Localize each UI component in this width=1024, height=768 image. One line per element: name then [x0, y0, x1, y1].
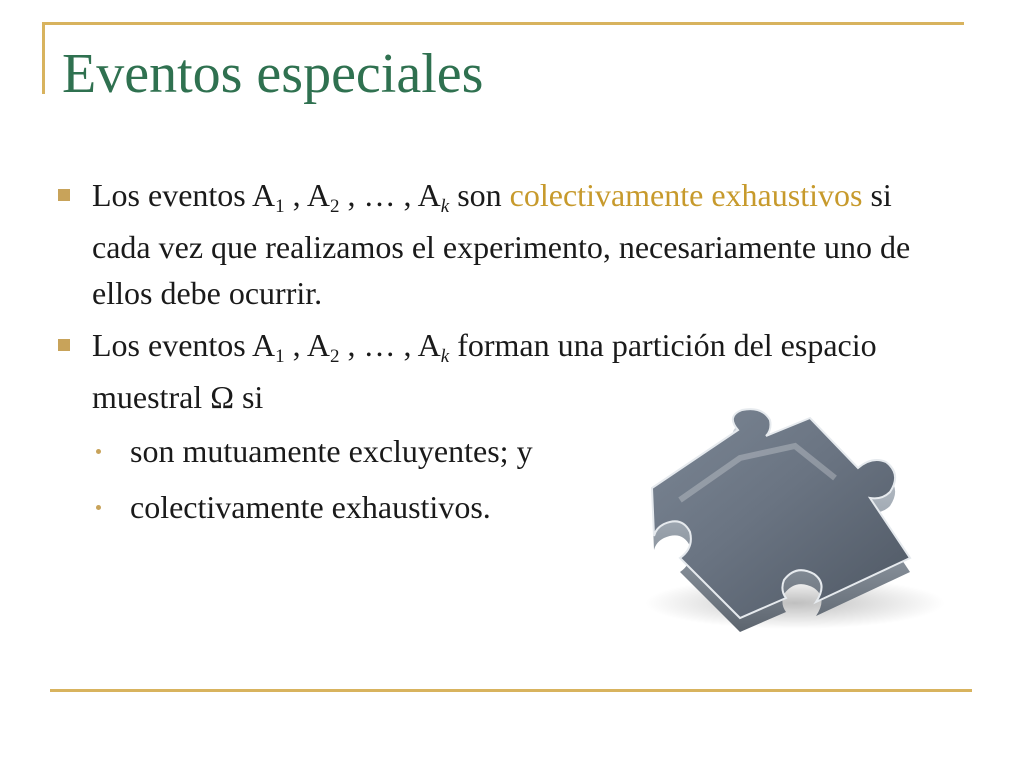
subscript: 1: [275, 196, 285, 217]
bullet-text-pre: Los eventos A: [92, 177, 276, 213]
bullet-text: si cada vez que realizamos el experimento, necesariamente uno de ellos debe ocurrir.: [92, 177, 911, 311]
bullet-item-2: [92, 322, 952, 420]
subscript: k: [440, 346, 450, 367]
sub-bullet-item-1: [130, 428, 650, 474]
subscript: 1: [275, 346, 285, 367]
bullet-text: forman una partición del espacio muestral Ω si: [92, 327, 877, 415]
puzzle-piece-icon: [620, 408, 950, 633]
sub-bullet-item-2: [130, 484, 650, 530]
bullet-text: , … , A: [339, 327, 441, 363]
subscript: 2: [329, 346, 340, 367]
sub-bullet-text: colectivamente exhaustivos.: [130, 489, 491, 525]
subscript: 2: [329, 196, 340, 217]
sub-bullet-text: son mutuamente excluyentes; y: [130, 433, 533, 469]
bullet-marker: [58, 189, 70, 201]
subscript: k: [440, 196, 450, 217]
bullet-text: , … , A: [339, 177, 441, 213]
slide-title: Eventos especiales: [62, 43, 484, 105]
bullet-marker: [58, 339, 70, 351]
sub-bullet-marker: [96, 449, 101, 454]
bullet-text: son: [449, 177, 510, 213]
bullet-item-1: [92, 172, 952, 316]
bullet-text: , A: [284, 177, 330, 213]
highlighted-term: colectivamente exhaustivos: [509, 177, 863, 213]
bullet-text: , A: [284, 327, 330, 363]
frame-bottom-line: [50, 689, 972, 692]
frame-top-line: [42, 22, 964, 25]
sub-bullet-marker: [96, 505, 101, 510]
bullet-text-pre: Los eventos A: [92, 327, 276, 363]
frame-left-line: [42, 22, 45, 94]
